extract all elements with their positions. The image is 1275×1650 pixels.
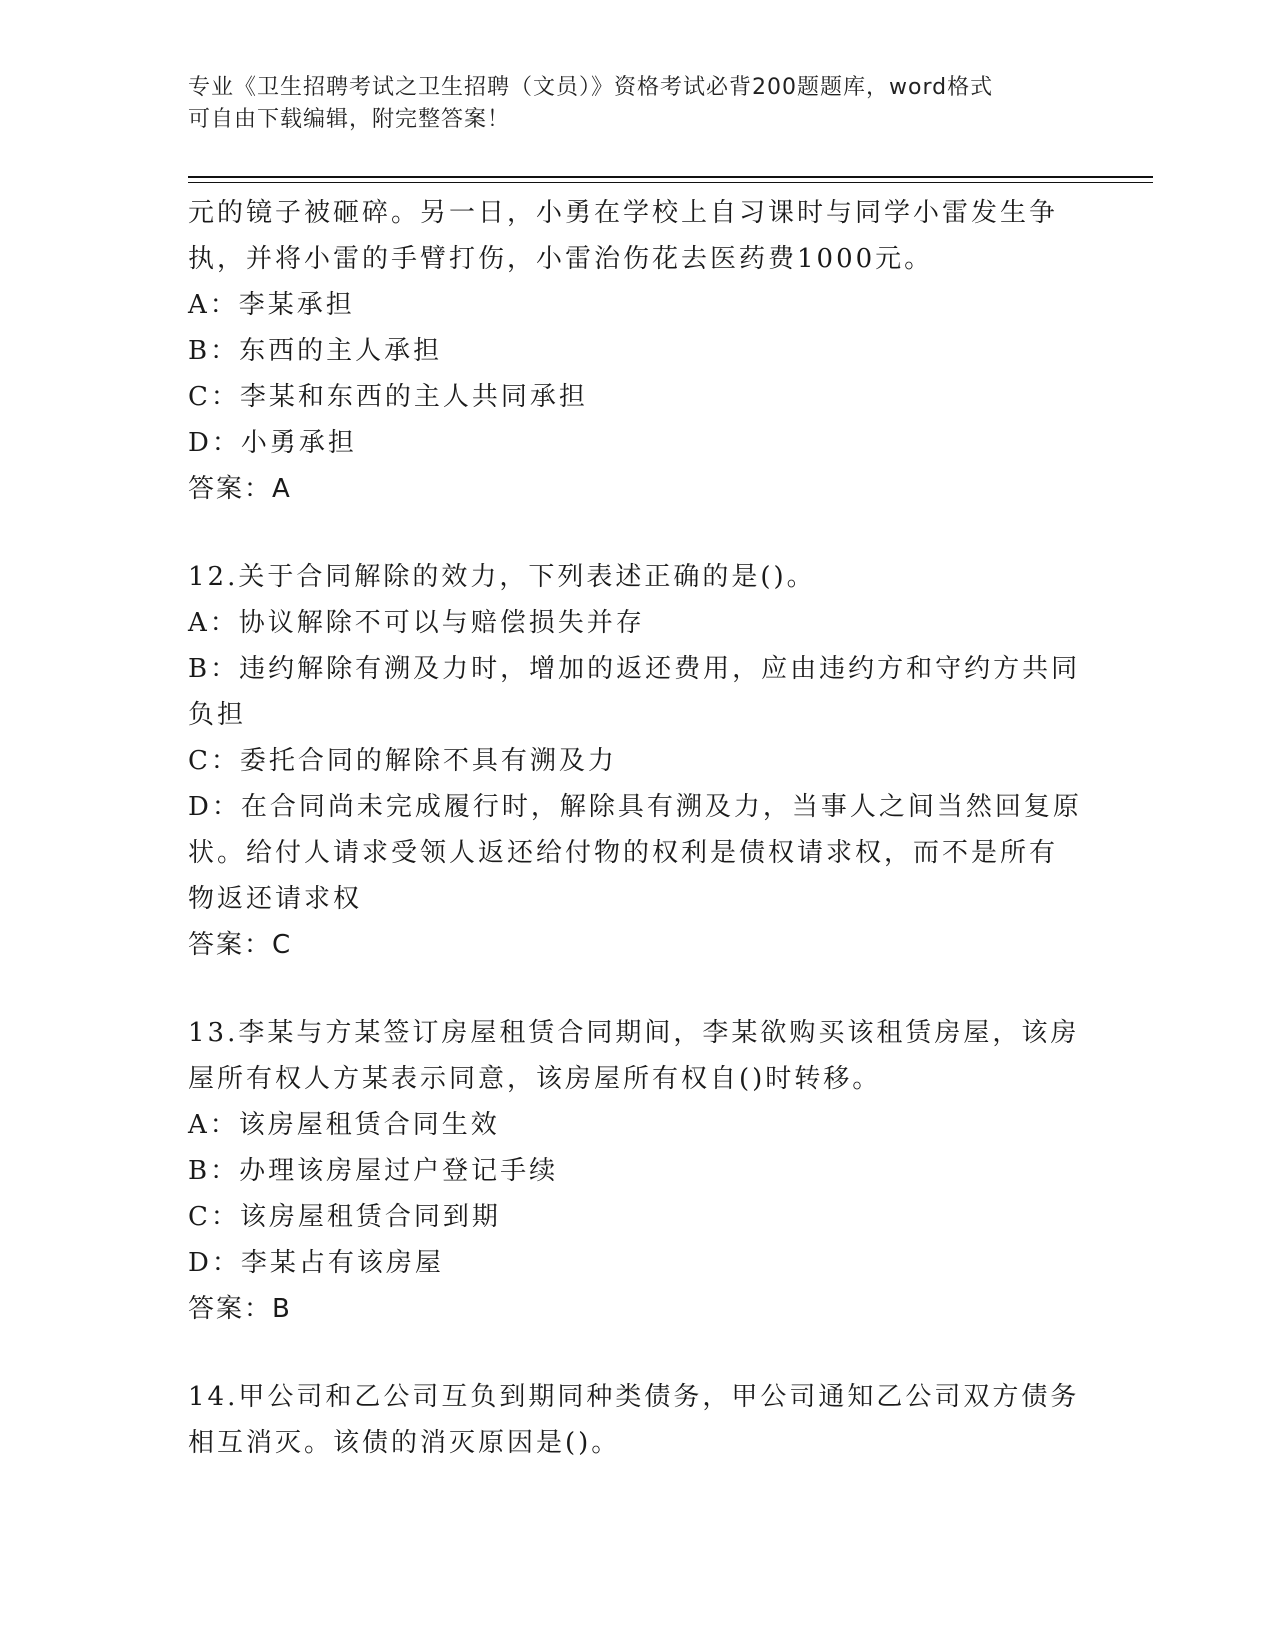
document-header [188,72,1088,136]
answer: 答案：B [188,1294,292,1324]
question-stem-line: 13.李某与方某签订房屋租赁合同期间，李某欲购买该租赁房屋，该房 [188,1018,1080,1048]
option-b-line: 负担 [188,700,247,730]
answer: 答案：C [188,930,293,960]
header-rule-thick [188,176,1153,178]
spacer [188,1332,1078,1374]
header-line-2: 可自由下载编辑，附完整答案！ [188,107,511,132]
option-c: C：该房屋租赁合同到期 [188,1202,501,1232]
header-line-1: 专业《卫生招聘考试之卫生招聘（文员）》资格考试必背200题题库，word格式 [188,75,994,100]
spacer [188,968,1078,1010]
question-stem-line: 屋所有权人方某表示同意，该房屋所有权自()时转移。 [188,1064,882,1094]
question-12 [188,554,1082,968]
question-stem-line: 元的镜子被砸碎。另一日，小勇在学校上自习课时与同学小雷发生争 [188,198,1059,228]
spacer [188,512,1078,554]
question-14 [188,1374,1078,1466]
question-11 [188,190,1078,512]
header-rule-thin [188,182,1153,183]
question-stem-line: 执，并将小雷的手臂打伤，小雷治伤花去医药费1000元。 [188,244,934,274]
option-d-line: 状。给付人请求受领人返还给付物的权利是债权请求权，而不是所有 [188,838,1059,868]
option-c: C：李某和东西的主人共同承担 [188,382,588,412]
option-d: D：小勇承担 [188,428,357,458]
question-13 [188,1010,1078,1332]
question-stem-line: 相互消灭。该债的消灭原因是()。 [188,1428,621,1458]
question-stem: 12.关于合同解除的效力，下列表述正确的是()。 [188,562,816,592]
option-a: A：协议解除不可以与赔偿损失并存 [188,608,645,638]
option-a: A：李某承担 [188,290,355,320]
option-d: D：李某占有该房屋 [188,1248,444,1278]
option-b-line: B：违约解除有溯及力时，增加的返还费用，应由违约方和守约方共同 [188,654,1081,684]
document-body [188,190,1082,1466]
option-d-line: D：在合同尚未完成履行时，解除具有溯及力，当事人之间当然回复原 [188,792,1082,822]
option-d-line: 物返还请求权 [188,884,363,914]
option-b: B：东西的主人承担 [188,336,443,366]
option-c: C：委托合同的解除不具有溯及力 [188,746,617,776]
option-a: A：该房屋租赁合同生效 [188,1110,500,1140]
option-b: B：办理该房屋过户登记手续 [188,1156,559,1186]
question-stem-line: 14.甲公司和乙公司互负到期同种类债务，甲公司通知乙公司双方债务 [188,1382,1080,1412]
answer: 答案：A [188,474,292,504]
